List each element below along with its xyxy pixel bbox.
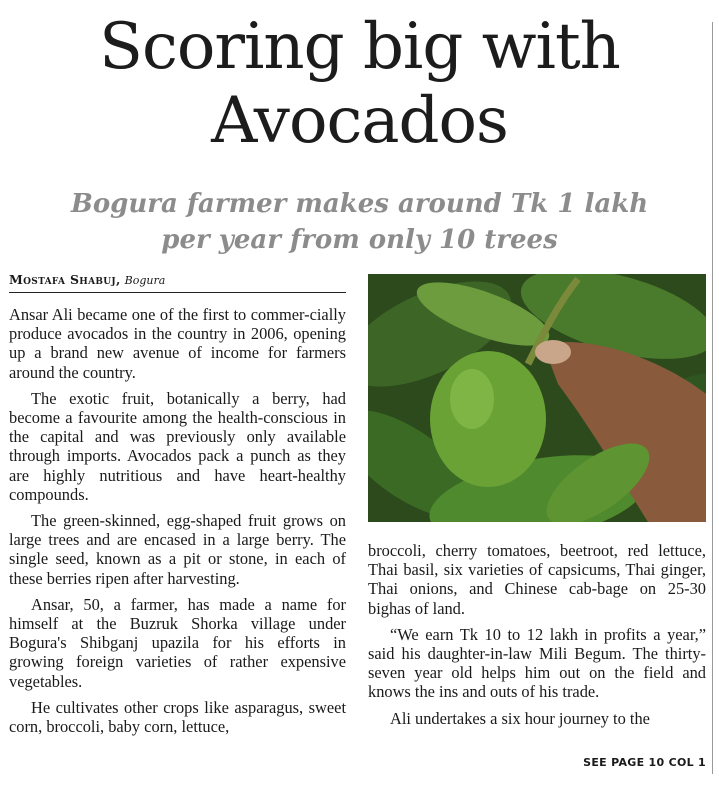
paragraph: broccoli, cherry tomatoes, beetroot, red lettuce, Thai basil, six varieties of capsicums, Thai ginger, Thai onions, and Chinese cab-bage on 25-30 bighas of land. (368, 541, 706, 618)
paragraph: “We earn Tk 10 to 12 lakh in profits a year,” said his daughter-in-law Mili Begum. The thirty-seven year old helps him out on the field and knows the ins and outs of his trade. (368, 624, 706, 702)
subheadline (0, 186, 719, 258)
paragraph: The exotic fruit, botanically a berry, had become a favourite among the health-conscious in the capital and was previously only available through imports. Avocados pack a punch as they are highly nutritious and have heart-healthy compounds. (9, 388, 346, 504)
paragraph: Ansar, 50, a farmer, has made a name for himself at the Buzruk Shorka village under Bogura's Shibganj upazila for his efforts in growing foreign varieties of rather expensive vegetables. (9, 594, 346, 691)
article-column-right (368, 541, 706, 735)
author-location: Bogura (124, 274, 166, 287)
continuation-jump: SEE PAGE 10 COL 1 (583, 756, 706, 769)
avocado-photo (368, 274, 706, 522)
headline-line: Scoring big with (99, 10, 620, 84)
avocado-photo-illustration (368, 274, 706, 522)
subheadline-line: Bogura farmer makes around Tk 1 lakh (70, 189, 649, 219)
headline-line: Avocados (211, 84, 508, 158)
paragraph: He cultivates other crops like asparagus, sweet corn, broccoli, baby corn, lettuce, (9, 697, 346, 737)
paragraph: Ali undertakes a six hour journey to the (390, 708, 650, 728)
article-column-left (9, 305, 346, 743)
subheadline-line: per year from only 10 trees (161, 225, 558, 255)
paragraph: The green-skinned, egg-shaped fruit grows on large trees and are encased in a large berry. The single seed, known as a pit or stone, in each of these berries ripen after harvesting. (9, 511, 346, 588)
headline (0, 10, 719, 158)
paragraph: Ansar Ali became one of the first to commer-cially produce avocados in the country in 2006, opening up a brand new avenue of income for farmers around the country. (9, 305, 346, 382)
byline (9, 272, 346, 293)
author-name: Mostafa Shabuj, (9, 272, 121, 287)
